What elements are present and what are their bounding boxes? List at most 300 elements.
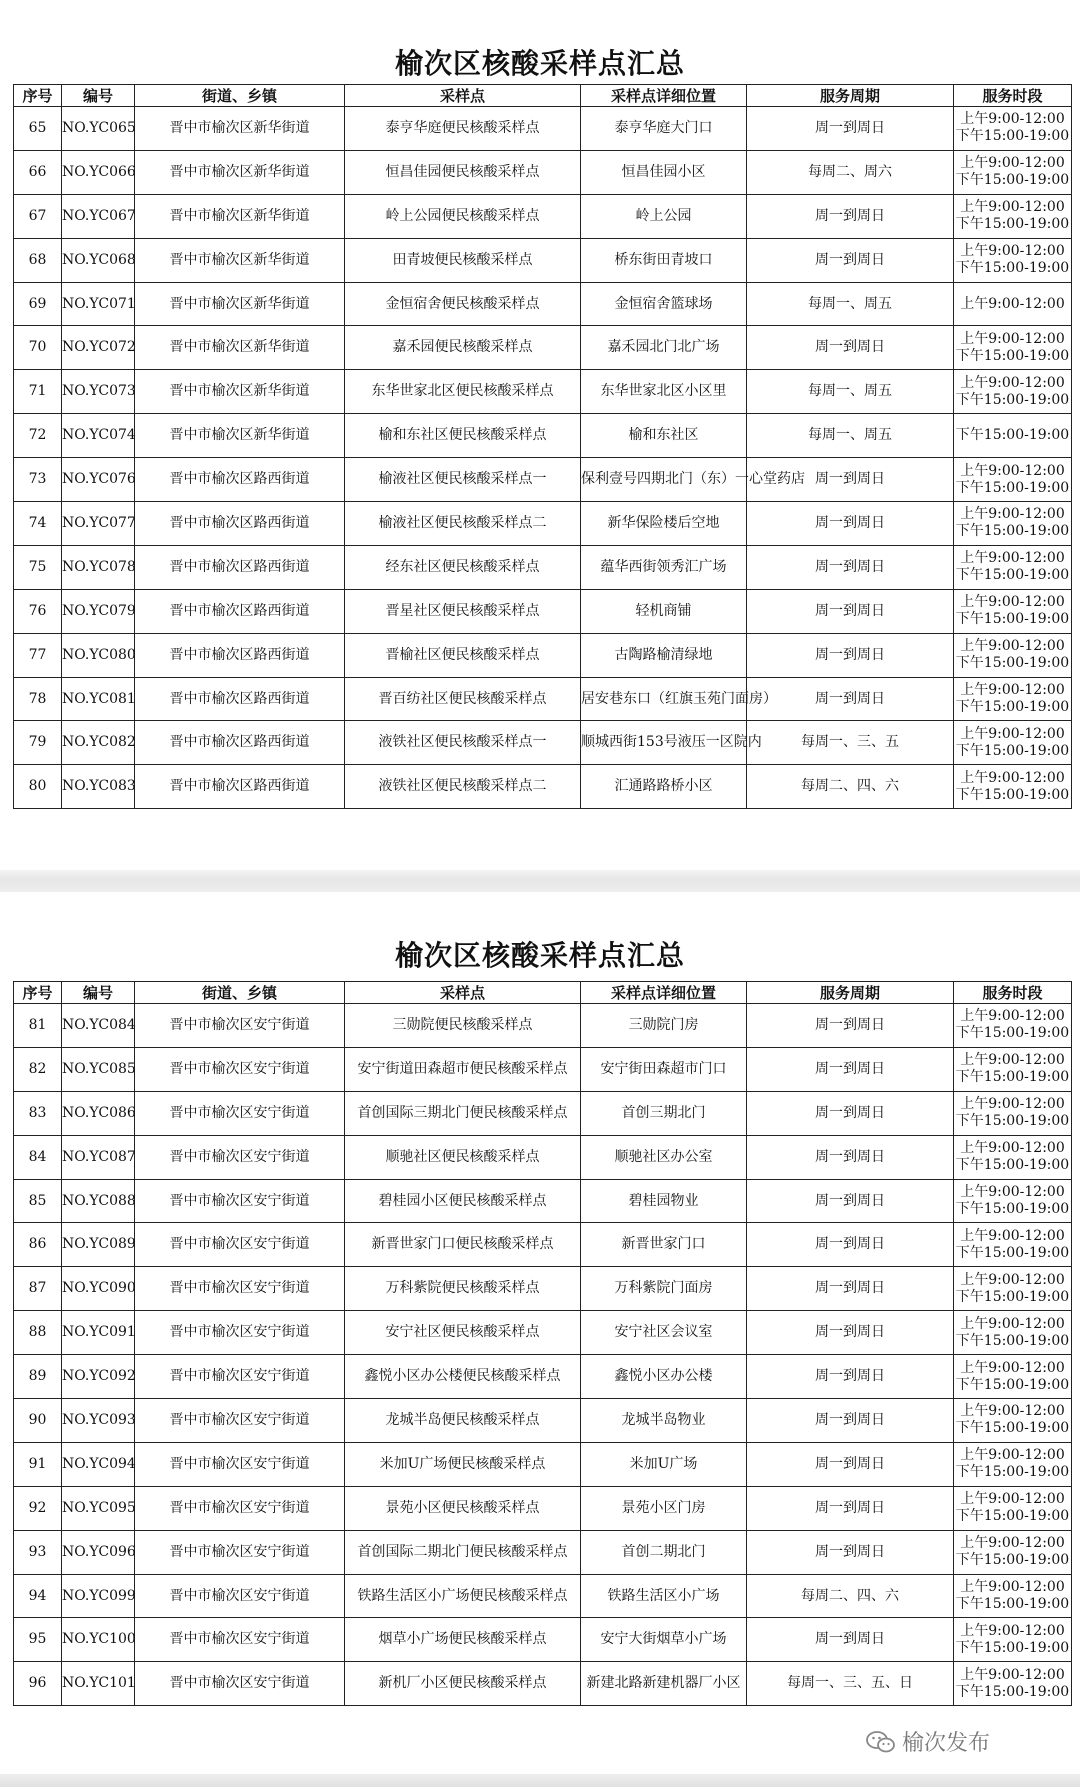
- seq-cell: 78: [14, 677, 62, 721]
- location-cell: 古陶路榆清绿地: [581, 633, 747, 677]
- site-cell: 安宁街道田森超市便民核酸采样点: [345, 1047, 581, 1091]
- table-row: [14, 458, 1072, 502]
- seq-cell: 69: [14, 282, 62, 326]
- site-cell: 榆和东社区便民核酸采样点: [345, 414, 581, 458]
- code-cell: NO.YC076: [62, 458, 135, 502]
- location-cell: 保利壹号四期北门（东）一心堂药店: [581, 458, 747, 502]
- code-cell: NO.YC095: [62, 1486, 135, 1530]
- table-row: [14, 370, 1072, 414]
- time-slot: 上午9:00-12:00: [960, 682, 1065, 699]
- seq-cell: 75: [14, 545, 62, 589]
- code-cell: NO.YC068: [62, 238, 135, 282]
- site-cell: 嘉禾园便民核酸采样点: [345, 326, 581, 370]
- site-cell: 万科紫院便民核酸采样点: [345, 1267, 581, 1311]
- cycle-cell: 周一到周日: [747, 194, 954, 238]
- seq-cell: 89: [14, 1355, 62, 1399]
- time-cell: [954, 1267, 1072, 1311]
- location-cell: 米加U广场: [581, 1442, 747, 1486]
- location-cell: 新建北路新建机器厂小区: [581, 1662, 747, 1706]
- time-cell: [954, 1574, 1072, 1618]
- cycle-cell: 每周一、周五: [747, 282, 954, 326]
- table-row: [14, 1530, 1072, 1574]
- street-cell: 晋中市榆次区路西街道: [135, 589, 345, 633]
- street-cell: 晋中市榆次区路西街道: [135, 502, 345, 546]
- sheet-page-2: [0, 892, 1080, 1774]
- sampling-table-1: [13, 84, 1072, 809]
- table-row: [14, 1574, 1072, 1618]
- header-code: 编号: [62, 982, 135, 1004]
- cycle-cell: 周一到周日: [747, 1004, 954, 1048]
- time-slot: 上午9:00-12:00: [960, 1447, 1065, 1464]
- cycle-cell: 周一到周日: [747, 1311, 954, 1355]
- site-cell: 金恒宿舍便民核酸采样点: [345, 282, 581, 326]
- time-slot: 下午15:00-19:00: [955, 479, 1070, 496]
- site-cell: 恒昌佳园便民核酸采样点: [345, 150, 581, 194]
- cycle-cell: 每周二、周六: [747, 150, 954, 194]
- cycle-cell: 每周一、周五: [747, 370, 954, 414]
- street-cell: 晋中市榆次区安宁街道: [135, 1399, 345, 1443]
- time-cell: [954, 326, 1072, 370]
- time-slot: 下午15:00-19:00: [955, 1157, 1070, 1174]
- seq-cell: 76: [14, 589, 62, 633]
- time-slot: 上午9:00-12:00: [960, 769, 1065, 786]
- cycle-cell: 每周一、三、五: [747, 721, 954, 765]
- cycle-cell: 周一到周日: [747, 1486, 954, 1530]
- cycle-cell: 周一到周日: [747, 589, 954, 633]
- time-slot: 下午15:00-19:00: [955, 1376, 1070, 1393]
- code-cell: NO.YC091: [62, 1311, 135, 1355]
- table-row: [14, 107, 1072, 151]
- location-cell: 岭上公园: [581, 194, 747, 238]
- time-cell: [954, 1618, 1072, 1662]
- code-cell: NO.YC066: [62, 150, 135, 194]
- location-cell: 龙城半岛物业: [581, 1399, 747, 1443]
- site-cell: 田青坡便民核酸采样点: [345, 238, 581, 282]
- cycle-cell: 每周一、周五: [747, 414, 954, 458]
- time-slot: 下午15:00-19:00: [955, 1332, 1070, 1349]
- time-slot: 上午9:00-12:00: [960, 199, 1065, 216]
- seq-cell: 77: [14, 633, 62, 677]
- cycle-cell: 周一到周日: [747, 238, 954, 282]
- code-cell: NO.YC087: [62, 1135, 135, 1179]
- site-cell: 晋星社区便民核酸采样点: [345, 589, 581, 633]
- street-cell: 晋中市榆次区安宁街道: [135, 1004, 345, 1048]
- location-cell: 轻机商铺: [581, 589, 747, 633]
- time-slot: 下午15:00-19:00: [955, 347, 1070, 364]
- table-row: [14, 721, 1072, 765]
- header-site: 采样点: [345, 982, 581, 1004]
- seq-cell: 91: [14, 1442, 62, 1486]
- street-cell: 晋中市榆次区安宁街道: [135, 1311, 345, 1355]
- street-cell: 晋中市榆次区路西街道: [135, 633, 345, 677]
- time-slot: 下午15:00-19:00: [955, 1069, 1070, 1086]
- code-cell: NO.YC093: [62, 1399, 135, 1443]
- cycle-cell: 周一到周日: [747, 1223, 954, 1267]
- page-separator: [0, 870, 1080, 892]
- site-cell: 泰亨华庭便民核酸采样点: [345, 107, 581, 151]
- code-cell: NO.YC079: [62, 589, 135, 633]
- location-cell: 金恒宿舍篮球场: [581, 282, 747, 326]
- site-cell: 景苑小区便民核酸采样点: [345, 1486, 581, 1530]
- seq-cell: 66: [14, 150, 62, 194]
- code-cell: NO.YC101: [62, 1662, 135, 1706]
- location-cell: 首创二期北门: [581, 1530, 747, 1574]
- street-cell: 晋中市榆次区新华街道: [135, 282, 345, 326]
- seq-cell: 81: [14, 1004, 62, 1048]
- location-cell: 万科紫院门面房: [581, 1267, 747, 1311]
- code-cell: NO.YC072: [62, 326, 135, 370]
- time-slot: 下午15:00-19:00: [955, 1508, 1070, 1525]
- cycle-cell: 周一到周日: [747, 458, 954, 502]
- location-cell: 汇通路路桥小区: [581, 765, 747, 809]
- table-row: [14, 326, 1072, 370]
- code-cell: NO.YC065: [62, 107, 135, 151]
- time-slot: 下午15:00-19:00: [955, 216, 1070, 233]
- table-row: [14, 1442, 1072, 1486]
- site-cell: 经东社区便民核酸采样点: [345, 545, 581, 589]
- code-cell: NO.YC089: [62, 1223, 135, 1267]
- code-cell: NO.YC088: [62, 1179, 135, 1223]
- code-cell: NO.YC071: [62, 282, 135, 326]
- site-cell: 新机厂小区便民核酸采样点: [345, 1662, 581, 1706]
- location-cell: 安宁大街烟草小广场: [581, 1618, 747, 1662]
- seq-cell: 86: [14, 1223, 62, 1267]
- seq-cell: 79: [14, 721, 62, 765]
- cycle-cell: 每周一、三、五、日: [747, 1662, 954, 1706]
- time-slot: 下午15:00-19:00: [955, 786, 1070, 803]
- code-cell: NO.YC074: [62, 414, 135, 458]
- header-seq: 序号: [14, 982, 62, 1004]
- site-cell: 榆液社区便民核酸采样点二: [345, 502, 581, 546]
- header-time: 服务时段: [954, 85, 1072, 107]
- seq-cell: 71: [14, 370, 62, 414]
- seq-cell: 68: [14, 238, 62, 282]
- time-slot: 下午15:00-19:00: [955, 1596, 1070, 1613]
- time-slot: 下午15:00-19:00: [955, 523, 1070, 540]
- seq-cell: 82: [14, 1047, 62, 1091]
- time-slot: 下午15:00-19:00: [955, 1288, 1070, 1305]
- time-slot: 下午15:00-19:00: [955, 655, 1070, 672]
- seq-cell: 74: [14, 502, 62, 546]
- location-cell: 嘉禾园北门北广场: [581, 326, 747, 370]
- site-cell: 岭上公园便民核酸采样点: [345, 194, 581, 238]
- code-cell: NO.YC083: [62, 765, 135, 809]
- street-cell: 晋中市榆次区安宁街道: [135, 1179, 345, 1223]
- location-cell: 顺城西街153号液压一区院内: [581, 721, 747, 765]
- cycle-cell: 周一到周日: [747, 1179, 954, 1223]
- seq-cell: 94: [14, 1574, 62, 1618]
- page-title: 榆次区核酸采样点汇总: [394, 47, 685, 80]
- time-slot: 上午9:00-12:00: [960, 506, 1065, 523]
- cycle-cell: 周一到周日: [747, 1135, 954, 1179]
- time-slot: 上午9:00-12:00: [960, 1315, 1065, 1332]
- time-slot: 上午9:00-12:00: [960, 1491, 1065, 1508]
- time-cell: [954, 458, 1072, 502]
- time-cell: [954, 194, 1072, 238]
- time-slot: 下午15:00-19:00: [955, 1464, 1070, 1481]
- time-cell: [954, 107, 1072, 151]
- table-row: [14, 282, 1072, 326]
- seq-cell: 96: [14, 1662, 62, 1706]
- location-cell: 桥东街田青坡口: [581, 238, 747, 282]
- time-slot: 上午9:00-12:00: [960, 1052, 1065, 1069]
- time-cell: [954, 1179, 1072, 1223]
- header-row: [14, 85, 1072, 107]
- table-row: [14, 1355, 1072, 1399]
- street-cell: 晋中市榆次区路西街道: [135, 458, 345, 502]
- time-slot: 下午15:00-19:00: [955, 1639, 1070, 1656]
- page-title: 榆次区核酸采样点汇总: [394, 939, 685, 972]
- time-slot: 下午15:00-19:00: [955, 391, 1070, 408]
- seq-cell: 87: [14, 1267, 62, 1311]
- cycle-cell: 周一到周日: [747, 545, 954, 589]
- cycle-cell: 周一到周日: [747, 1267, 954, 1311]
- time-slot: 上午9:00-12:00: [960, 1096, 1065, 1113]
- table-row: [14, 1179, 1072, 1223]
- table-row: [14, 1311, 1072, 1355]
- seq-cell: 67: [14, 194, 62, 238]
- table-row: [14, 1267, 1072, 1311]
- site-cell: 东华世家北区便民核酸采样点: [345, 370, 581, 414]
- site-cell: 首创国际二期北门便民核酸采样点: [345, 1530, 581, 1574]
- table-row: [14, 1662, 1072, 1706]
- table-row: [14, 765, 1072, 809]
- time-slot: 下午15:00-19:00: [955, 567, 1070, 584]
- time-cell: [954, 589, 1072, 633]
- time-cell: [954, 1223, 1072, 1267]
- table-row: [14, 1004, 1072, 1048]
- location-cell: 首创三期北门: [581, 1091, 747, 1135]
- site-cell: 晋百纺社区便民核酸采样点: [345, 677, 581, 721]
- time-cell: [954, 1355, 1072, 1399]
- time-slot: 下午15:00-19:00: [955, 1113, 1070, 1130]
- time-slot: 下午15:00-19:00: [955, 1201, 1070, 1217]
- cycle-cell: 周一到周日: [747, 502, 954, 546]
- time-slot: 上午9:00-12:00: [960, 725, 1065, 742]
- sheet-page-1: [0, 0, 1080, 870]
- time-slot: 上午9:00-12:00: [960, 111, 1065, 128]
- site-cell: 鑫悦小区办公楼便民核酸采样点: [345, 1355, 581, 1399]
- street-cell: 晋中市榆次区新华街道: [135, 326, 345, 370]
- time-slot: 下午15:00-19:00: [955, 260, 1070, 277]
- sampling-table-2: [13, 981, 1072, 1706]
- site-cell: 碧桂园小区便民核酸采样点: [345, 1179, 581, 1223]
- street-cell: 晋中市榆次区安宁街道: [135, 1442, 345, 1486]
- site-cell: 烟草小广场便民核酸采样点: [345, 1618, 581, 1662]
- header-cycle: 服务周期: [747, 85, 954, 107]
- time-slot: 下午15:00-19:00: [955, 1552, 1070, 1569]
- street-cell: 晋中市榆次区安宁街道: [135, 1618, 345, 1662]
- time-cell: [954, 502, 1072, 546]
- table-row: [14, 1047, 1072, 1091]
- cycle-cell: 周一到周日: [747, 1091, 954, 1135]
- code-cell: NO.YC100: [62, 1618, 135, 1662]
- time-slot: 下午15:00-19:00: [955, 699, 1070, 716]
- watermark-text: 榆次发布: [902, 1731, 991, 1756]
- seq-cell: 65: [14, 107, 62, 151]
- location-cell: 蕴华西街领秀汇广场: [581, 545, 747, 589]
- cycle-cell: 每周二、四、六: [747, 1574, 954, 1618]
- cycle-cell: 周一到周日: [747, 1355, 954, 1399]
- code-cell: NO.YC096: [62, 1530, 135, 1574]
- table-row: [14, 238, 1072, 282]
- location-cell: 三勋院门房: [581, 1004, 747, 1048]
- table-row: [14, 150, 1072, 194]
- street-cell: 晋中市榆次区安宁街道: [135, 1267, 345, 1311]
- code-cell: NO.YC092: [62, 1355, 135, 1399]
- seq-cell: 85: [14, 1179, 62, 1223]
- location-cell: 新晋世家门口: [581, 1223, 747, 1267]
- location-cell: 榆和东社区: [581, 414, 747, 458]
- time-cell: [954, 1004, 1072, 1048]
- street-cell: 晋中市榆次区新华街道: [135, 370, 345, 414]
- code-cell: NO.YC081: [62, 677, 135, 721]
- site-cell: 液铁社区便民核酸采样点二: [345, 765, 581, 809]
- street-cell: 晋中市榆次区路西街道: [135, 677, 345, 721]
- wechat-icon: [866, 1730, 896, 1754]
- street-cell: 晋中市榆次区路西街道: [135, 765, 345, 809]
- site-cell: 米加U广场便民核酸采样点: [345, 1442, 581, 1486]
- time-slot: 上午9:00-12:00: [960, 1622, 1065, 1639]
- code-cell: NO.YC073: [62, 370, 135, 414]
- table-row: [14, 1091, 1072, 1135]
- time-slot: 上午9:00-12:00: [960, 1666, 1065, 1683]
- seq-cell: 95: [14, 1618, 62, 1662]
- cycle-cell: 周一到周日: [747, 1047, 954, 1091]
- table-row: [14, 589, 1072, 633]
- time-slot: 下午15:00-19:00: [955, 172, 1070, 189]
- table-row: [14, 633, 1072, 677]
- table-row: [14, 677, 1072, 721]
- site-cell: 榆液社区便民核酸采样点一: [345, 458, 581, 502]
- site-cell: 龙城半岛便民核酸采样点: [345, 1399, 581, 1443]
- header-street: 街道、乡镇: [135, 982, 345, 1004]
- street-cell: 晋中市榆次区新华街道: [135, 150, 345, 194]
- time-cell: [954, 238, 1072, 282]
- location-cell: 恒昌佳园小区: [581, 150, 747, 194]
- code-cell: NO.YC094: [62, 1442, 135, 1486]
- seq-cell: 92: [14, 1486, 62, 1530]
- time-slot: 上午9:00-12:00: [960, 1579, 1065, 1596]
- time-slot: 上午9:00-12:00: [960, 374, 1065, 391]
- site-cell: 铁路生活区小广场便民核酸采样点: [345, 1574, 581, 1618]
- street-cell: 晋中市榆次区安宁街道: [135, 1091, 345, 1135]
- seq-cell: 84: [14, 1135, 62, 1179]
- cycle-cell: 周一到周日: [747, 107, 954, 151]
- cycle-cell: 周一到周日: [747, 1399, 954, 1443]
- site-cell: 三勋院便民核酸采样点: [345, 1004, 581, 1048]
- table-row: [14, 414, 1072, 458]
- watermark: [866, 1726, 990, 1757]
- cycle-cell: 周一到周日: [747, 1530, 954, 1574]
- location-cell: 东华世家北区小区里: [581, 370, 747, 414]
- site-cell: 液铁社区便民核酸采样点一: [345, 721, 581, 765]
- code-cell: NO.YC090: [62, 1267, 135, 1311]
- seq-cell: 83: [14, 1091, 62, 1135]
- table-row: [14, 194, 1072, 238]
- time-slot: 上午9:00-12:00: [960, 295, 1065, 312]
- time-slot: 上午9:00-12:00: [960, 155, 1065, 172]
- time-slot: 上午9:00-12:00: [960, 550, 1065, 567]
- code-cell: NO.YC084: [62, 1004, 135, 1048]
- seq-cell: 88: [14, 1311, 62, 1355]
- location-cell: 碧桂园物业: [581, 1179, 747, 1223]
- time-cell: [954, 1486, 1072, 1530]
- seq-cell: 72: [14, 414, 62, 458]
- site-cell: 顺驰社区便民核酸采样点: [345, 1135, 581, 1179]
- seq-cell: 70: [14, 326, 62, 370]
- location-cell: 鑫悦小区办公楼: [581, 1355, 747, 1399]
- street-cell: 晋中市榆次区新华街道: [135, 107, 345, 151]
- street-cell: 晋中市榆次区安宁街道: [135, 1355, 345, 1399]
- header-street: 街道、乡镇: [135, 85, 345, 107]
- street-cell: 晋中市榆次区安宁街道: [135, 1662, 345, 1706]
- code-cell: NO.YC080: [62, 633, 135, 677]
- time-cell: [954, 1091, 1072, 1135]
- cycle-cell: 周一到周日: [747, 1618, 954, 1662]
- time-slot: 上午9:00-12:00: [960, 1359, 1065, 1376]
- cycle-cell: 周一到周日: [747, 1442, 954, 1486]
- table-row: [14, 1135, 1072, 1179]
- site-cell: 晋榆社区便民核酸采样点: [345, 633, 581, 677]
- time-cell: [954, 677, 1072, 721]
- street-cell: 晋中市榆次区安宁街道: [135, 1486, 345, 1530]
- street-cell: 晋中市榆次区安宁街道: [135, 1574, 345, 1618]
- site-cell: 首创国际三期北门便民核酸采样点: [345, 1091, 581, 1135]
- cycle-cell: 周一到周日: [747, 677, 954, 721]
- time-slot: 下午15:00-19:00: [955, 742, 1070, 759]
- time-cell: [954, 414, 1072, 458]
- location-cell: 铁路生活区小广场: [581, 1574, 747, 1618]
- header-row: [14, 982, 1072, 1004]
- time-slot: 上午9:00-12:00: [960, 1008, 1065, 1025]
- location-cell: 安宁社区会议室: [581, 1311, 747, 1355]
- header-site: 采样点: [345, 85, 581, 107]
- street-cell: 晋中市榆次区路西街道: [135, 545, 345, 589]
- seq-cell: 93: [14, 1530, 62, 1574]
- time-slot: 下午15:00-19:00: [955, 1420, 1070, 1437]
- time-cell: [954, 1311, 1072, 1355]
- header-cycle: 服务周期: [747, 982, 954, 1004]
- time-slot: 上午9:00-12:00: [960, 638, 1065, 655]
- header-time: 服务时段: [954, 982, 1072, 1004]
- header-location: 采样点详细位置: [581, 982, 747, 1004]
- table-row: [14, 1223, 1072, 1267]
- code-cell: NO.YC078: [62, 545, 135, 589]
- street-cell: 晋中市榆次区安宁街道: [135, 1530, 345, 1574]
- header-location: 采样点详细位置: [581, 85, 747, 107]
- header-seq: 序号: [14, 85, 62, 107]
- time-cell: [954, 1662, 1072, 1706]
- time-cell: [954, 545, 1072, 589]
- time-slot: 上午9:00-12:00: [960, 1403, 1065, 1420]
- time-slot: 下午15:00-19:00: [955, 128, 1070, 145]
- time-cell: [954, 1135, 1072, 1179]
- time-slot: 下午15:00-19:00: [955, 611, 1070, 628]
- time-cell: [954, 370, 1072, 414]
- table-row: [14, 1399, 1072, 1443]
- time-slot: 上午9:00-12:00: [960, 1535, 1065, 1552]
- time-cell: [954, 1399, 1072, 1443]
- street-cell: 晋中市榆次区新华街道: [135, 414, 345, 458]
- location-cell: 居安巷东口（红旗玉苑门面房）: [581, 677, 747, 721]
- cycle-cell: 周一到周日: [747, 633, 954, 677]
- street-cell: 晋中市榆次区安宁街道: [135, 1135, 345, 1179]
- time-cell: [954, 721, 1072, 765]
- time-cell: [954, 1530, 1072, 1574]
- seq-cell: 80: [14, 765, 62, 809]
- time-slot: 上午9:00-12:00: [960, 243, 1065, 260]
